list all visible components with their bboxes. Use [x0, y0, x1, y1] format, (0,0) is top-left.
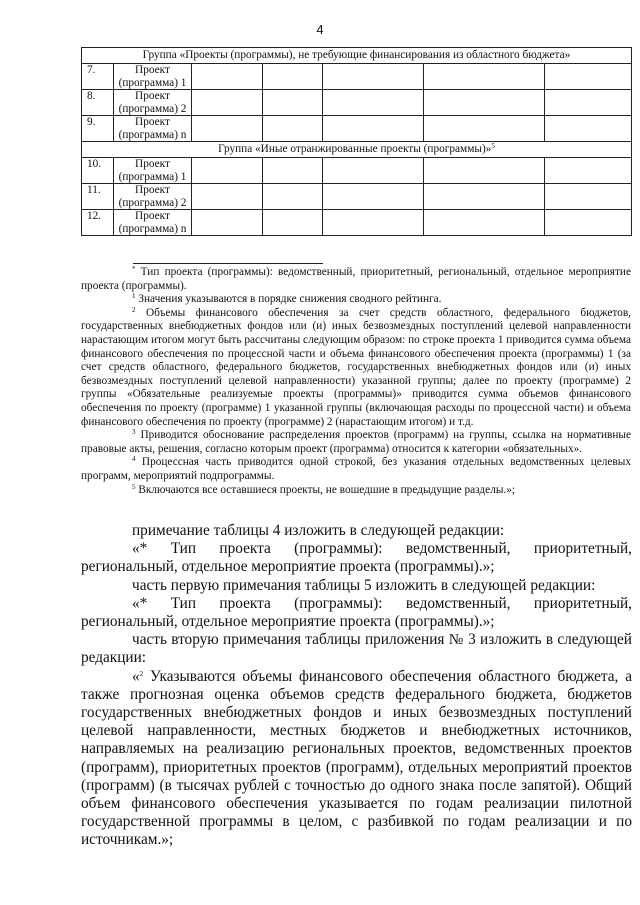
group-title: Группа «Иные отранжированные проекты (программы)»$^5$ [82, 142, 632, 158]
cell [424, 90, 545, 116]
cell [424, 158, 545, 184]
cell [263, 184, 323, 210]
row-number: 12. [82, 210, 114, 236]
cell [323, 90, 424, 116]
table-row [82, 210, 632, 236]
cell [545, 64, 632, 90]
body-text [81, 522, 632, 850]
footnotes [81, 266, 631, 497]
footnote [81, 456, 631, 483]
footnote [81, 429, 631, 456]
paragraph-text: Указываются объемы финансового обеспечения областного бюджета, а также прогнозная оценка объемов средств федерального бюджета, бюджетов государственных внебюджетных фондов и иных безвозмездных поступлений целевой направленности, местных бюджетов и внебюджетных источников, направляемых на реализацию региональных проектов, ведомственных проектов (программ), приоритетных проектов (программ), отдельных мероприятий проектов (программ) (в тысячах рублей с точностью до одного знака после запятой). Общий объем финансового обеспечения указывается по годам реализации пилотной государственной программы в целом, с разбивкой по годам реализации и по источникам.»; [81, 667, 632, 849]
footnote-mark: 2 [132, 305, 136, 314]
paragraph: «* Тип проекта (программы): ведомственный, приоритетный, региональный, отдельное мероприятие проекта (программы).»; [81, 540, 632, 576]
row-name: Проект (программа) 1 [114, 158, 192, 184]
footnote-mark: 5 [491, 142, 495, 150]
footnote-mark: 3 [132, 428, 136, 437]
cell [424, 184, 545, 210]
row-number: 8. [82, 90, 114, 116]
footnote [81, 266, 631, 293]
footnote-text: Значения указываются в порядке снижения сводного рейтинга. [135, 293, 442, 306]
table-row [82, 116, 632, 142]
footnote [81, 484, 631, 498]
page-number: 4 [316, 22, 324, 37]
footnote-mark: * [132, 265, 136, 273]
paragraph: часть вторую примечания таблицы приложения № 3 изложить в следующей редакции: [81, 631, 632, 667]
cell [263, 158, 323, 184]
quote-open: « [132, 667, 140, 685]
group-header-row [82, 48, 632, 64]
cell [424, 64, 545, 90]
footnote-text: Тип проекта (программы): ведомственный, приоритетный, региональный, отдельное мероприятие проекта (программы). [81, 266, 631, 292]
cell [192, 64, 263, 90]
cell [323, 116, 424, 142]
cell [192, 184, 263, 210]
footnote-mark: 4 [132, 455, 136, 464]
footnote [81, 307, 631, 429]
row-name: Проект (программа) 2 [114, 184, 192, 210]
cell [323, 158, 424, 184]
row-number: 9. [82, 116, 114, 142]
cell [263, 116, 323, 142]
cell [545, 210, 632, 236]
group-header-row [82, 142, 632, 158]
row-number: 7. [82, 64, 114, 90]
table-row [82, 64, 632, 90]
footnote-text: Процессная часть приводится одной строкой, без указания отдельных ведомственных целевых программ, мероприятий подпрограммы. [81, 456, 631, 482]
row-name: Проект (программа) 2 [114, 90, 192, 116]
cell [192, 158, 263, 184]
cell [545, 158, 632, 184]
paragraph: часть первую примечания таблицы 5 изложить в следующей редакции: [132, 576, 596, 594]
cell [192, 116, 263, 142]
cell [263, 64, 323, 90]
projects-table [81, 47, 632, 236]
row-number: 11. [82, 184, 114, 210]
cell [263, 210, 323, 236]
footnote [81, 293, 631, 307]
cell [323, 184, 424, 210]
row-number: 10. [82, 158, 114, 184]
cell [263, 90, 323, 116]
paragraph [81, 668, 632, 850]
cell [545, 116, 632, 142]
cell [192, 90, 263, 116]
cell [545, 184, 632, 210]
cell [192, 210, 263, 236]
cell [323, 64, 424, 90]
cell [323, 210, 424, 236]
row-name: Проект (программа) n [114, 116, 192, 142]
table-row [82, 158, 632, 184]
footnote-text: Включаются все оставшиеся проекты, не вошедшие в предыдущие разделы.»; [135, 483, 516, 496]
cell [424, 210, 545, 236]
row-name: Проект (программа) n [114, 210, 192, 236]
cell [424, 116, 545, 142]
footnote-mark: 2 [139, 669, 144, 678]
row-name: Проект (программа) 1 [114, 64, 192, 90]
footnote-text: Приводится обоснование распределения проектов (программ) на группы, ссылка на нормативные правовые акты, решения, согласно которым проект (программа) относится к категории «обязательных». [81, 429, 631, 455]
cell [545, 90, 632, 116]
footnote-mark: 1 [132, 292, 136, 301]
paragraph: примечание таблицы 4 изложить в следующей редакции: [132, 522, 505, 539]
footnote-mark: 5 [132, 482, 136, 491]
table-row [82, 90, 632, 116]
table-row [82, 184, 632, 210]
footnote-text: Объемы финансового обеспечения за счет средств областного, федерального бюджетов, государственных внебюджетных фондов или (и) иных безвозмездных поступлений целевой направленности нарастающим итогом могут быть рассчитаны следующим образом: по строке проекта 1 приводится сумма объема финансового обеспечения по процессной части и объема финансового обеспечения проекта (программы) 1 (за счет средств областного, федерального бюджетов, государственных внебюджетных фондов или (и) иных безвозмездных поступлений целевой направленности) указанной группы; далее по проекту (программе) 2 группы «Обязательные реализуемые проекты (программы)» приводится сумма объемов финансового обеспечения по проекту (программе) 1 указанной группы (включающая расходы по процессной части) и объема финансового обеспечения по проекту (программе) 2 (нарастающим итогом) и т.д. [81, 306, 631, 428]
group-title: Группа «Проекты (программы), не требующие финансирования из областного бюджета» [82, 48, 632, 64]
paragraph: «* Тип проекта (программы): ведомственный, приоритетный, региональный, отдельное мероприятие проекта (программы).»; [81, 594, 632, 631]
footnote-separator [133, 263, 323, 264]
